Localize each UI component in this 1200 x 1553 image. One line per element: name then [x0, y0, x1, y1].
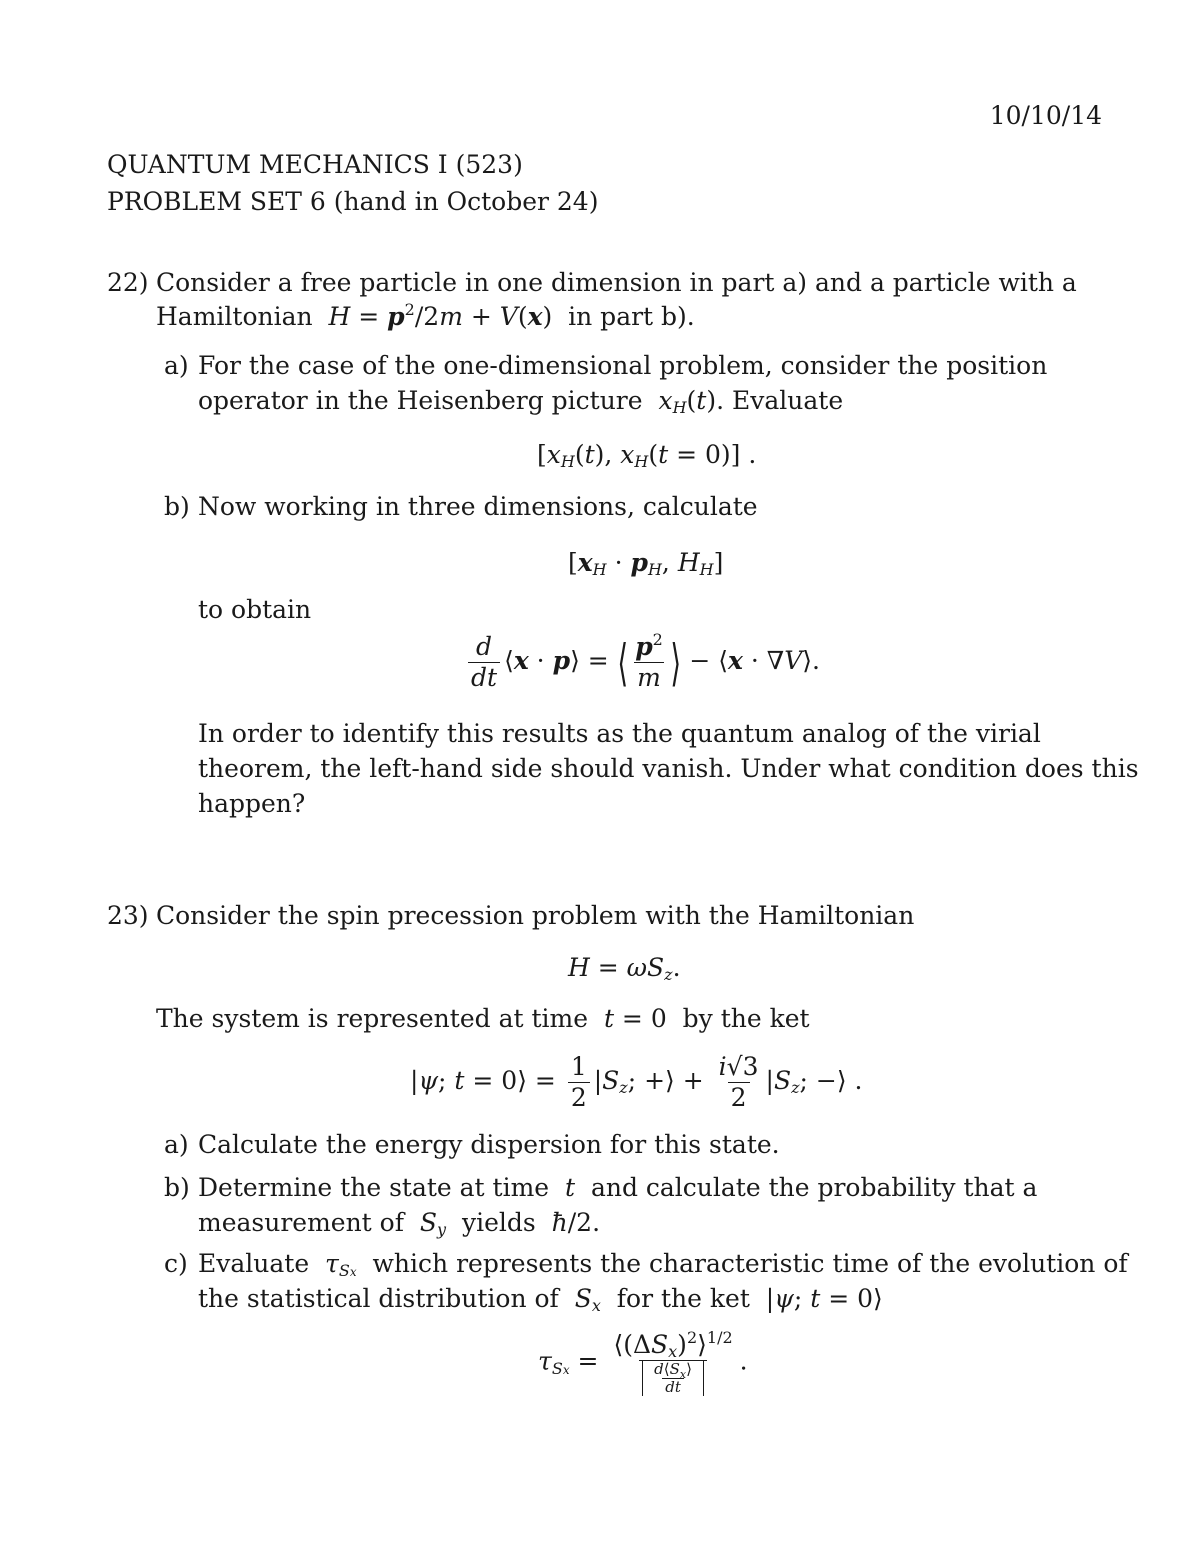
hamiltonian-formula: $H = p^2/2m + V(x)$	[328, 300, 561, 331]
part-a-line1: For the case of the one-dimensional problem, consider the position	[198, 351, 1048, 380]
date: 10/10/14	[989, 101, 1102, 130]
p23-part-a-text: Calculate the energy dispersion for this state.	[198, 1130, 780, 1159]
initial-ket-equation: |ψ; t = 0⟩ = $\frac{1}{2}$ $|S_z$; +⟩ + $\frac{i√3}{2}$ $|S_z$; −⟩ .	[410, 1052, 863, 1112]
p23-part-c-line1	[198, 1246, 1128, 1281]
commutator-equation-1: [$x_H(t)$, $x_H(t = 0)$] .	[537, 440, 757, 471]
p23-c-prefix: Evaluate	[198, 1249, 310, 1278]
part-a-label: a)	[164, 351, 189, 380]
problem-22-intro-line1: Consider a free particle in one dimension in part a) and a particle with a	[156, 268, 1077, 297]
p23-part-c-label: c)	[164, 1249, 188, 1278]
xh-symbol: $x_H(t)$	[658, 386, 717, 417]
state-line	[156, 1001, 810, 1036]
closing-line2: theorem, the left-hand side should vanish. Under what condition does this	[198, 754, 1139, 783]
sy-symbol: $S_y$	[419, 1208, 447, 1239]
t-symbol: t	[564, 1173, 576, 1202]
part-b-label: b)	[164, 492, 190, 521]
p23-c-suffix: which represents the characteristic time of the evolution of	[372, 1249, 1128, 1278]
closing-line3: happen?	[198, 789, 306, 818]
problem-22-number: 22)	[107, 268, 149, 297]
p23-c2-prefix: the statistical distribution of	[198, 1284, 559, 1313]
p23-b-suffix: and calculate the probability that a	[590, 1173, 1038, 1202]
course-title: QUANTUM MECHANICS I (523)	[107, 150, 523, 179]
virial-equation: $\frac{d}{dt}$ ⟨x · p⟩ = ⟨ $\frac{p^2}{m}$ ⟩ − ⟨x · ∇V⟩.	[464, 632, 820, 693]
to-obtain-text: to obtain	[198, 595, 312, 624]
tau-symbol: $\tau_{Sx}$	[325, 1249, 357, 1280]
p23-b2-prefix: measurement of	[198, 1208, 404, 1237]
state-prefix: The system is represented at time	[156, 1004, 589, 1033]
tau-equation: $\tau_{Sx}$ = $\frac{⟨(\Delta S_x)^2⟩^{1/2}}{\frac{d⟨S_x⟩}{dt}}$ .	[538, 1328, 748, 1396]
problem-set-title: PROBLEM SET 6 (hand in October 24)	[107, 187, 599, 216]
p23-part-c-line2	[198, 1281, 883, 1316]
state-suffix: by the ket	[682, 1004, 810, 1033]
part-a-line2	[198, 383, 843, 418]
p23-part-b-label: b)	[164, 1173, 190, 1202]
closing-line1: In order to identify this results as the quantum analog of the virial	[198, 719, 1041, 748]
hbar-half: ħ/2.	[551, 1208, 601, 1237]
ket-symbol: |ψ; t = 0⟩	[757, 1284, 883, 1313]
intro-prefix: Hamiltonian	[156, 302, 313, 331]
intro-suffix: in part b).	[568, 302, 695, 331]
p23-b2-suffix: yields	[461, 1208, 536, 1237]
part-a-suffix: . Evaluate	[716, 386, 844, 415]
p23-part-b-line1	[198, 1170, 1037, 1205]
sx-symbol: $S_x$	[574, 1284, 601, 1315]
t-zero: t = 0	[603, 1004, 675, 1033]
problem-23-intro: Consider the spin precession problem with the Hamiltonian	[156, 901, 915, 930]
problem-22-intro-line2	[156, 299, 695, 334]
p23-c2-suffix: for the ket	[616, 1284, 750, 1313]
p23-part-b-line2	[198, 1205, 600, 1240]
problem-23-number: 23)	[107, 901, 149, 930]
p23-part-a-label: a)	[164, 1130, 189, 1159]
part-b-text: Now working in three dimensions, calculate	[198, 492, 758, 521]
part-a-prefix: operator in the Heisenberg picture	[198, 386, 643, 415]
spin-hamiltonian: $H = \omega S_z$.	[568, 953, 681, 984]
commutator-equation-2: [$x_H \cdot p_H$, $H_H$]	[568, 548, 724, 579]
p23-b-prefix: Determine the state at time	[198, 1173, 550, 1202]
